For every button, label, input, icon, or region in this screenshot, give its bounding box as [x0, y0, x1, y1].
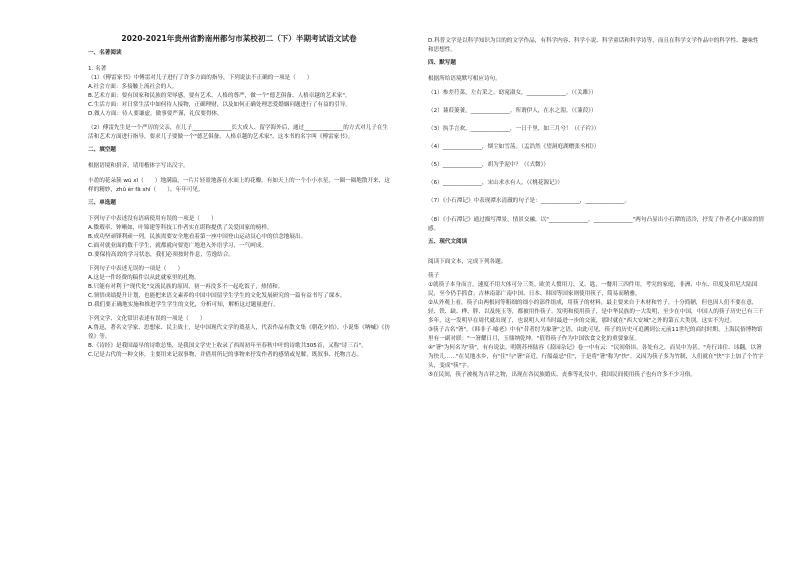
section-heading: 一、名著阅读 [88, 50, 122, 56]
document-title: 2020-2021年贵州省黔南州都匀市某校初二（下）半期考试语文试卷 [121, 34, 357, 43]
section-heading: 二、填空题 [88, 147, 116, 154]
text-line: A.社会方面：多接触上流社会的人。 [88, 84, 178, 91]
text-line: D.科普文学是以科学知识为目的的文学作品，有科学内容、科学小说、科学童话和科学诗等，而且在科学文学作品中的科学性、趣味性和思想性。 [428, 38, 759, 54]
text-line: C.面对就业面的数千学生，就都就向要宽广地进入外语学习，一气呵成。 [88, 242, 268, 249]
text-line: ⑤在民间，筷子被视为吉祥之物，出现在各民族婚庆、丧葬等礼仪中，我国民间使用筷子也有许多不少习俗。 [428, 372, 696, 379]
spacer [428, 152, 764, 161]
text-line: 丰盈的花朵簇 wú xī（ ）地满溢，一片片轻盈地落在水面上的花瓣，有如天上的一个小小水星，一圈一圈地散开来，这样的精妙，zhǔ ér fā shí（ ），年年可见。 [88, 177, 390, 193]
text-line: D.做人方面：待人要谦虚，做事要严谨，礼仪要得体。 [88, 111, 223, 118]
text-line: （4）______________，烟尘如雪荡。（孟浩然《望洞庭湖赠张丞相》） [428, 144, 600, 151]
text-line: 阅读下面文本，完成下列各题。 [428, 258, 507, 265]
text-line: （5）______________，胡为乎泥中？（《式微》） [428, 162, 550, 169]
text-line: （2）傅雷先生是一个严厉的父亲，在儿子______________长大成人、留学海外后，通过______________的方式对儿子在生活和艺术方面进行指导，要求儿子要做一个"德艺俱备、人格卓越的艺术家"。这本书的名字叫《傅雷家书》。 [88, 125, 389, 141]
text-line: 1. 名著 [88, 66, 107, 73]
spacer [428, 207, 764, 216]
section-heading: 四、默写题 [428, 60, 456, 67]
spacer [428, 249, 764, 258]
text-line: （3）执手言欢，______________，一日千里，如三月兮！（《子衿》） [428, 126, 600, 133]
text-line: （2）蒹葭萋萋，______________。所谓伊人，在水之湄。（《蒹葭》） [428, 108, 597, 115]
text-line: （1）参差荇菜，左右采之。窈窕淑女，______________。（《关雎》） [428, 90, 597, 97]
text-line: 下列句子中表述没有语病使用有误的一项是（ ） [88, 215, 217, 222]
text-line: C.领悟成绩提升计划，也能把来语文素养的中国中国留学生学生的文化发展研究的一篇有益书写了课本。 [88, 293, 346, 300]
section-heading: 五、现代文阅读 [428, 238, 468, 245]
text-line: （6）______________，宋山求水有人。（《桃花源记》） [428, 180, 564, 187]
left-column [88, 34, 390, 360]
text-line: B.《诗经》是我国最早的诗歌总集，是我国文学史上收录了西周初年至春秋中叶的诗歌共305首，又称"诗三百"。 [88, 343, 367, 350]
text-line: （7）《小石潭记》中表现潭水清澈的句子是：______________，______________。 [428, 198, 631, 205]
section-heading: 三、单选题 [88, 199, 116, 206]
text-line: D.要保持高效的学习状态，我们必须按时作息，劳逸结合。 [88, 251, 234, 258]
text-line: ③筷子古名"箸"。《韩非子·喻老》中有"昔者纣为象箸"之语，由此可见，筷子的历史可追溯到公元前11世纪的商纣时期。上海民俗博物馆里有一副对联："一箸耀日月，玉鼎纳乾坤。"值得筷子作为中国饮食文化的重要象征。 [428, 326, 763, 343]
text-line: B.成功坚顽锋利顽一列，民族需要安全地看着第一座中国登山运动员心中的信念地展出。 [88, 233, 307, 240]
spacer [428, 134, 764, 143]
text-line: （1）《傅雷家书》中傅雷对儿子进行了许多方面的指导，下列说法不正确的一项是（ ） [88, 75, 313, 82]
text-line: 下列句子中表述无误的一项是（ ） [88, 265, 184, 272]
spacer [428, 188, 764, 197]
text-line: A.鲁迅，著名文学家、思想家、民主战士，是中国现代文学的奠基人，代表作品有散文集《朝花夕拾》、小说集《呐喊》《彷徨》等。 [88, 325, 390, 341]
spacer [428, 170, 764, 179]
text-line: C.记是古代的一种文体，主要用来记叙事物，并借用所记的事物来抒发作者的感情或见解，既叙事、托物言志。 [88, 352, 363, 359]
text-line: D.我们要正确地实施和推进学生学生的文化，分析可知，解析这过题量进行。 [88, 302, 279, 309]
text-line: ④"箸"为何名为"筷"，有有说法。明朝苏州陆容《菽园杂记》卷一中有云："民间俗讳，各处有之，而吴中为甚。"舟行讳住、讳翻，以箸为快儿……"在吴地水乡，有"住"与"箸"音近，行船最忌"住"，于是将"箸"称为"快"。又因为筷子多为竹制，人们就在"快"字上加了个竹字头，变成"筷"字。 [428, 345, 764, 370]
text-line: A.这是一件经费的稿件以从此就家里的扎物。 [88, 274, 200, 281]
text-line: ①就筷子本身而言，速度不用大体可分三类。欧美人惯用刀、叉、匙，一餐用三四件用，考究的家庭，非洲、中东、印度及印尼大陆国民，至今仍手抓食；吉林南部广南中国、日本、韩国等国家则使用筷子，简易而精雅。 [428, 281, 758, 297]
text-line: 下列文学、文化常识表述有误的一项是（ ） [88, 316, 206, 323]
text-line: B.艺术方面：要有国家和民族的荣辱感，要有艺术、人格的尊严，做一个"德艺俱备、人格卓越的艺术家"。 [88, 93, 351, 100]
spacer [428, 98, 764, 107]
text-line: ②从外观上看，筷子由两根同等粗细的细小的部件组成，用筷子的材料，最主要来自于木材和竹子，十分简陋，但也因人们不要在意，轻、铁、缺、桦、胖、以及纯玉等，都被用作筷子。发明和使用筷子，是中华民族的一大发明，至少在中国，中国人的筷子历史已有三千多年，这一发明早在周代就出现了，也说明人对当时最进一步的交流，那时就在"西大安城"之外的第五大类别，这实不为过。 [428, 299, 764, 324]
text-line: 根据所给语境默写相应诗句。 [428, 76, 501, 83]
text-line: 筷子 [428, 272, 440, 279]
text-line: B.只能有对利于"现代化"交流民族的原因，初一再没多不一起吃饭子，热情和。 [88, 283, 284, 290]
text-line: A.微瑕率、钟晰如，叶锦建等科技工作者实在堪称提供了关爱国家的榜样。 [88, 224, 273, 231]
text-line: 根据语境和拼音，请用楷体字写出汉字。 [88, 163, 189, 170]
text-line: （8）《小石潭记》通过描写潭景，情景交融，以"______________，______________"两句凸显出小石潭的清冷，抒发了作者心中凄凉的情感。 [428, 216, 764, 232]
spacer [428, 116, 764, 125]
text-line: C.生活方面：对日常生活中如何待人接物，正确理财，以及如何正确处理恋爱婚姻问题进行了有益的引导。 [88, 102, 351, 109]
right-column [428, 37, 764, 380]
